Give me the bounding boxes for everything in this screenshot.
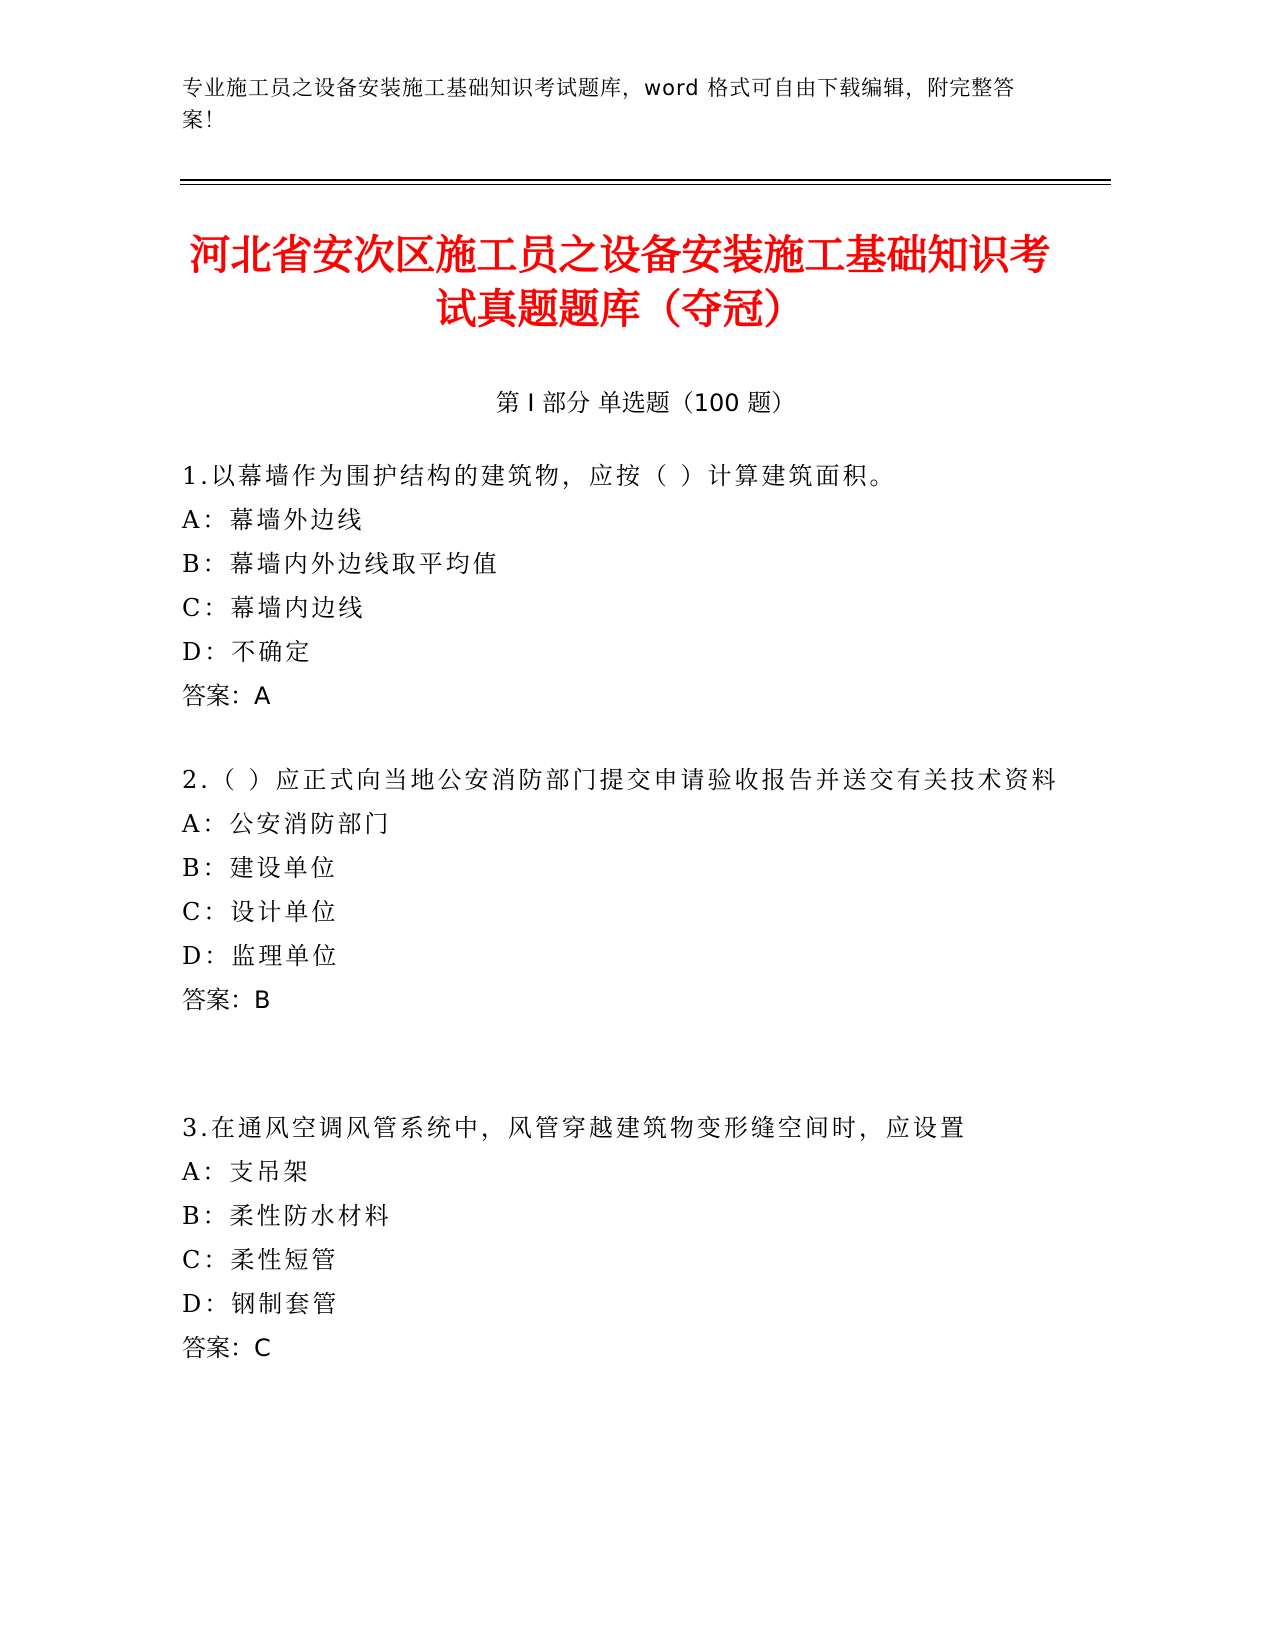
question-text: 3.在通风空调风管系统中，风管穿越建筑物变形缝空间时，应设置: [182, 1114, 967, 1142]
option-c: C：幕墙内边线: [182, 594, 366, 622]
header-note: 专业施工员之设备安装施工基础知识考试题库，word 格式可自由下载编辑，附完整答案！: [182, 76, 1016, 132]
option-d: D：监理单位: [182, 942, 340, 970]
option-d: D：不确定: [182, 638, 313, 666]
answer: 答案：A: [182, 682, 271, 710]
option-c: C：柔性短管: [182, 1246, 339, 1274]
question-text: 1.以幕墙作为围护结构的建筑物，应按（ ）计算建筑面积。: [182, 462, 897, 490]
question-3: [182, 1106, 1082, 1370]
answer: 答案：C: [182, 1334, 271, 1362]
header-divider-thin: [180, 184, 1111, 185]
option-a: A：公安消防部门: [182, 810, 392, 838]
option-a: A：支吊架: [182, 1158, 311, 1186]
option-d: D：钢制套管: [182, 1290, 340, 1318]
header-divider-thick: [180, 179, 1111, 181]
option-c: C：设计单位: [182, 898, 339, 926]
question-2: [182, 758, 1082, 1022]
question-text: 2.（ ）应正式向当地公安消防部门提交申请验收报告并送交有关技术资料: [182, 766, 1059, 794]
document-title: 河北省安次区施工员之设备安装施工基础知识考试真题题库（夺冠）: [189, 231, 1051, 333]
option-b: B：建设单位: [182, 854, 338, 882]
option-b: B：柔性防水材料: [182, 1202, 392, 1230]
option-a: A：幕墙外边线: [182, 506, 365, 534]
answer: 答案：B: [182, 986, 271, 1014]
section-heading: 第 I 部分 单选题（100 题）: [495, 389, 796, 417]
option-b: B：幕墙内外边线取平均值: [182, 550, 500, 578]
question-1: [182, 454, 1082, 718]
